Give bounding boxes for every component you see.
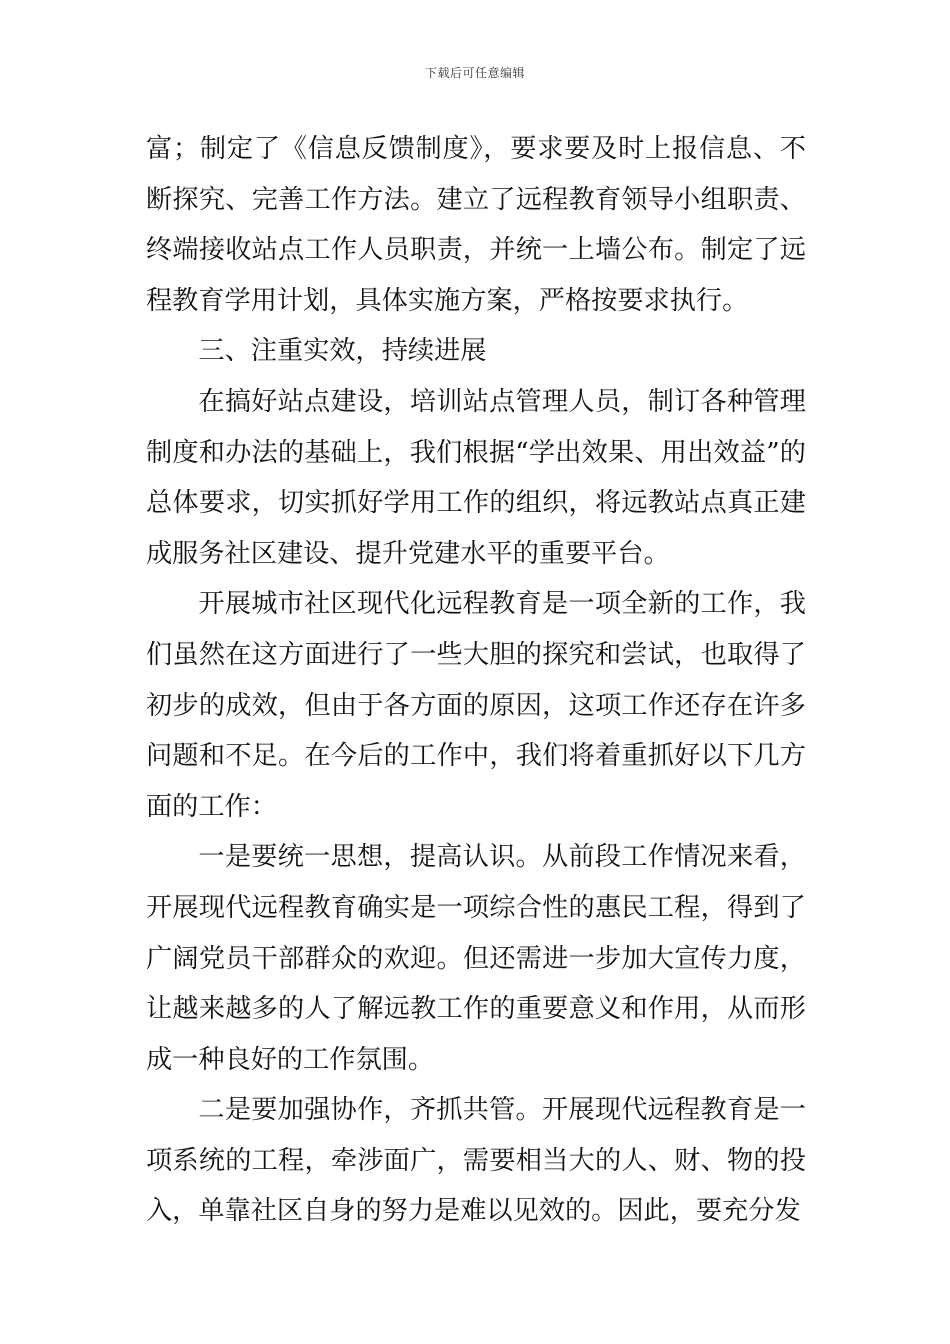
section-heading-3: 三、注重实效，持续进展 — [198, 336, 487, 367]
paragraph-5: 二是要加强协作，齐抓共管。开展现代远程教育是一项系统的工程，牵涉面广，需要相当大的人、财、物的投入，单靠社区自身的努力是难以见效的。因此，要充分发 — [146, 1095, 806, 1227]
page-header: 下载后可任意编辑 — [424, 66, 525, 80]
paragraph-4: 一是要统一思想，提高认识。从前段工作情况来看，开展现代远程教育确实是一项综合性的惠民工程，得到了广阔党员干部群众的欢迎。但还需进一步加大宣传力度，让越来越多的人了解远教工作的重要意义和作用，从而形成一种良好的工作氛围。 — [146, 842, 806, 1075]
paragraph-1: 富；制定了《信息反馈制度》，要求要及时上报信息、不断探究、完善工作方法。建立了远程教育领导小组职责、终端接收站点工作人员职责，并统一上墙公布。制定了远程教育学用计划，具体实施方案，严格按要求执行。 — [146, 134, 806, 316]
document-body — [146, 124, 806, 1237]
paragraph-2: 在搞好站点建设，培训站点管理人员，制订各种管理制度和办法的基础上，我们根据“学出效果、用出效益”的总体要求，切实抓好学用工作的组织，将远教站点真正建成服务社区建设、提升党建水平的重要平台。 — [146, 386, 806, 569]
paragraph-3: 开展城市社区现代化远程教育是一项全新的工作，我们虽然在这方面进行了一些大胆的探究和尝试，也取得了初步的成效，但由于各方面的原因，这项工作还存在许多问题和不足。在今后的工作中，我们将着重抓好以下几方面的工作： — [146, 589, 806, 822]
